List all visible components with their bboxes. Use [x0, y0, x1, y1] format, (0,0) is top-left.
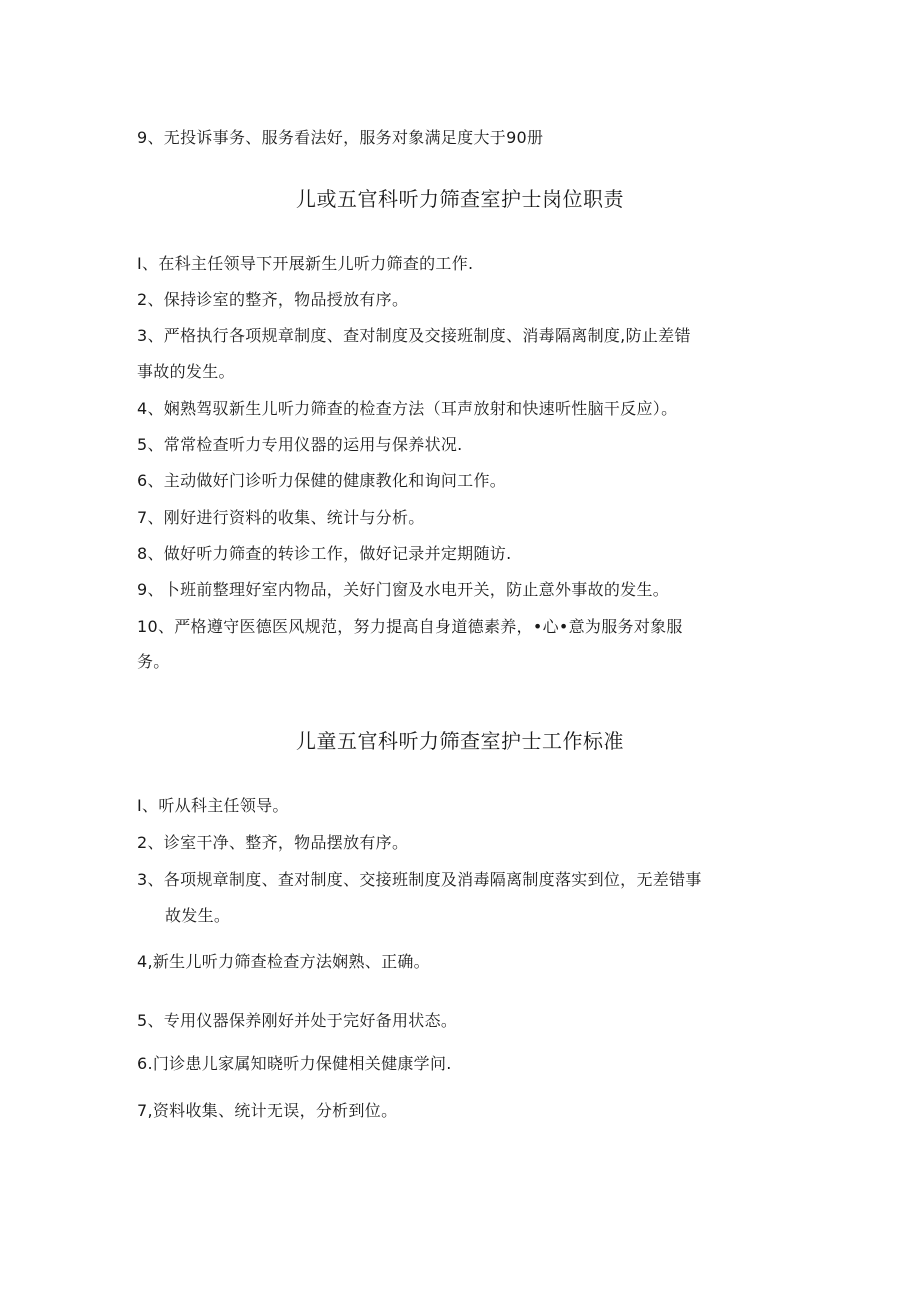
list-item: 6.门诊患儿家属知晓听力保健相关健康学问. [137, 1054, 452, 1073]
list-item: 3、严格执行各项规章制度、查对制度及交接班制度、消毒隔离制度,防止差错 [137, 326, 691, 345]
list-item: I、听从科主任领导。 [137, 796, 289, 815]
list-item-continuation: 故发生。 [165, 906, 231, 925]
list-item: 10、严格遵守医德医风规范，努力提高自身道德素养，•心•意为服务对象服 [137, 617, 683, 636]
list-item: 7,资料收集、统计无误，分析到位。 [137, 1101, 398, 1120]
list-item: 8、做好听力筛查的转诊工作，做好记录并定期随访. [137, 544, 512, 563]
list-item: I、在科主任领导下开展新生儿听力筛查的工作. [137, 254, 474, 273]
list-item: 6、主动做好门诊听力保健的健康教化和询问工作。 [137, 471, 507, 490]
list-item: 9、无投诉事务、服务看法好，服务对象满足度大于90册 [137, 128, 544, 147]
section-title-duties: 儿或五官科听力筛查室护士岗位职责 [296, 187, 624, 211]
list-item: 5、专用仪器保养刚好并处于完好备用状态。 [137, 1011, 458, 1030]
list-item: 5、常常检查听力专用仪器的运用与保养状况. [137, 435, 463, 454]
list-item: 3、各项规章制度、查对制度、交接班制度及消毒隔离制度落实到位，无差错事 [137, 870, 702, 889]
section-title-standards: 儿童五官科听力筛查室护士工作标准 [296, 729, 624, 753]
list-item: 9、卜班前整理好室内物品，关好门窗及水电开关，防止意外事故的发生。 [137, 580, 670, 599]
list-item-continuation: 事故的发生。 [137, 362, 235, 381]
list-item: 7、刚好进行资料的收集、统计与分析。 [137, 508, 425, 527]
list-item-continuation: 务。 [137, 652, 170, 671]
list-item: 2、保持诊室的整齐，物品授放有序。 [137, 290, 409, 309]
list-item: 2、诊室干净、整齐，物品摆放有序。 [137, 833, 409, 852]
list-item: 4、娴熟驾驭新生儿听力筛查的检查方法（耳声放射和快速听性脑干反应）。 [137, 399, 678, 418]
list-item: 4,新生儿听力筛查检查方法娴熟、正确。 [137, 952, 430, 971]
